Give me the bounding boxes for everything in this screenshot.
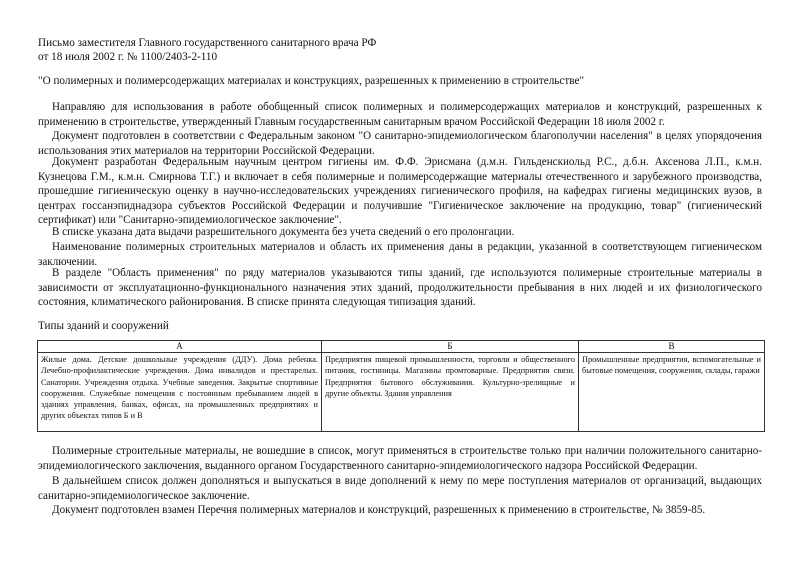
cell-b-text: Предприятия пищевой промышленности, торговли и общественного питания, гостиницы. Магазины промтоварные. Предприятия связи. Предприятия бытового обслуживания. Культурно-зрелищные и другие объекты. Здания управления: [325, 355, 575, 398]
letter-subject: "О полимерных и полимерсодержащих материалах и конструкциях, разрешенных к применению в строительстве": [38, 75, 585, 87]
closing-paragraph-1: Полимерные строительные материалы, не вошедшие в список, могут применяться в строительстве только при наличии положительного санитарно-эпидемиологического заключения, выданного органом Государственного санитарно-эпидемиологического надзора Российской Федерации.: [38, 445, 762, 472]
paragraph-6: В разделе "Область применения" по ряду материалов указываются типы зданий, где используются полимерные строительные материалы в зависимости от эксплуатационно-функционального назначения этих зданий, продолжительности пребывания в них людей и их физиологического состояния, климатического районирования. В списке принята следующая типизация зданий.: [38, 267, 762, 309]
letter-date-number: от 18 июля 2002 г. № 1100/2403-2-110: [38, 51, 218, 63]
paragraph-2: Документ подготовлен в соответствии с Федеральным законом "О санитарно-эпидемиологическом благополучии населения" в целях упорядочения использования этих материалов на территории Российской Федерации.: [38, 130, 762, 157]
table-cell-b: [322, 353, 579, 432]
table-caption: Типы зданий и сооружений: [38, 320, 169, 332]
closing-paragraph-2: В дальнейшем список должен дополняться и выпускаться в виде дополнений к нему по мере поступления материалов от организаций, выдающих санитарно-эпидемиологическое заключение.: [38, 475, 762, 502]
building-types-table: [37, 340, 765, 432]
paragraph-1: Направляю для использования в работе обобщенный список полимерных и полимерсодержащих материалов и конструкций, разрешенных к применению в строительстве, утвержденный Главным государственным санитарным врачом Российской Федерации 18 июля 2002 г.: [38, 101, 762, 128]
table-cell-c: [579, 353, 765, 432]
column-header-a: А: [38, 341, 322, 353]
paragraph-5: Наименование полимерных строительных материалов и область их применения даны в редакции, указанной в соответствующем гигиеническом заключении.: [38, 241, 762, 268]
paragraph-3: Документ разработан Федеральным научным центром гигиены им. Ф.Ф. Эрисмана (д.м.н. Гильденскиольд Р.С., д.б.н. Аксенова Л.П., к.м.н. Кузнецова Г.М., к.м.н. Смирнова Т.Г.) и включает в себя полимерные и полимерсодержащие материалы отечественного и зарубежного производства, прошедшие гигиеническую оценку в научно-исследовательских учреждениях гигиенического профиля, на кафедрах гигиены медицинских вузов, в центрах госсанэпиднадзора субъектов Российской Федерации и получившие "Гигиеническое заключение на продукцию, товар" (гигиенический сертификат) или "Санитарно-эпидемиологическое заключение".: [38, 156, 762, 227]
table-row: [38, 353, 765, 432]
column-header-c: В: [579, 341, 765, 353]
closing-paragraph-3: Документ подготовлен взамен Перечня полимерных материалов и конструкций, разрешенных к применению в строительстве, № 3859-85.: [52, 504, 706, 516]
letter-title: Письмо заместителя Главного государственного санитарного врача РФ: [38, 37, 377, 49]
column-header-b: Б: [322, 341, 579, 353]
paragraph-4: В списке указана дата выдачи разрешительного документа без учета сведений о его пролонгации.: [52, 226, 515, 238]
table-header-row: [38, 341, 765, 353]
table-cell-a: [38, 353, 322, 432]
cell-a-text: Жилые дома. Детские дошкольные учреждения (ДДУ). Дома ребенка. Лечебно-профилактические учреждения. Дома инвалидов и престарелых. Санатории. Учреждения отдыха. Учебные заведения. Закрытые спортивные сооружения. Служебные помещения с постоянным пребыванием людей в зданиях управления, банках, офисах, на промышленных предприятиях и других объектах типов Б и В: [41, 355, 318, 421]
cell-c-text: Промышленные предприятия, вспомогательные и бытовые помещения, сооружения, склады, гаражи: [582, 355, 761, 376]
